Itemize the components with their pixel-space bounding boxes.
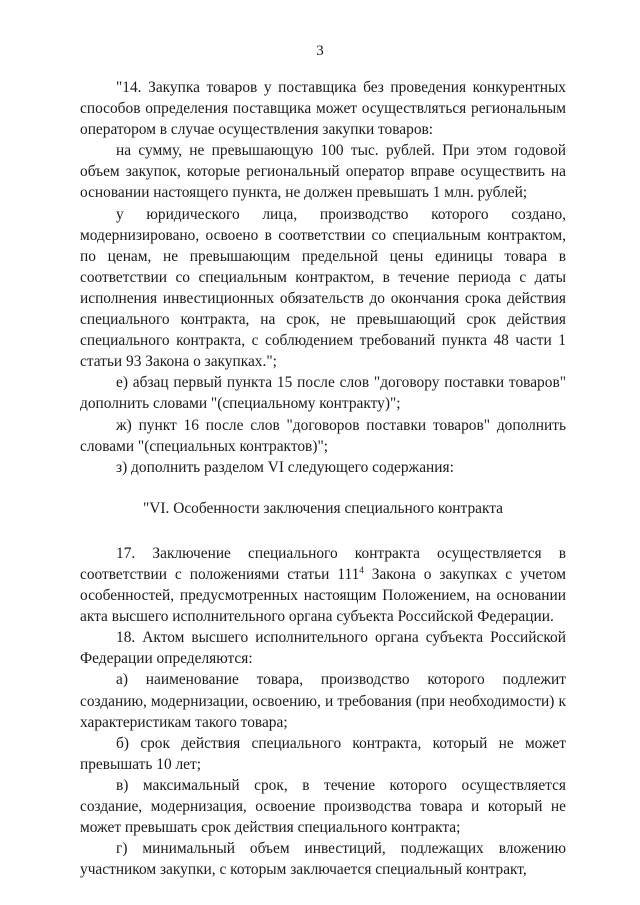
paragraph-zh: ж) пункт 16 после слов "договоров поставки товаров" дополнить словами "(специальных контрактов)"; [80,416,566,455]
paragraph-14-amount: на сумму, не превышающую 100 тыс. рублей. При этом годовой объем закупок, которые региональный оператор вправе осуществить на основании настоящего пункта, не должен превышать 1 млн. рублей; [80,142,566,202]
paragraph-18-a: а) наименование товара, производство которого подлежит созданию, модернизации, освоению, и требования (при необходимости) к характеристикам такого товара; [80,671,566,731]
paragraph-14-legal-entity: у юридического лица, производство которого создано, модернизировано, освоено в соответствии со специальным контрактом, по ценам, не превышающим предельной цены единицы товара в соответствии со специальным контрактом, в течение периода с даты исполнения инвестиционных обязательств до окончания срока действия специального контракта, на срок, не превышающий срок действия специального контракта, с соблюдением требований пункта 48 части 1 статьи 93 Закона о закупках."; [80,205,566,371]
paragraph-17 [80,543,566,627]
paragraph-18-g: г) минимальный объем инвестиций, подлежащих вложению участником закупки, с которым заключается специальный контракт, [80,840,566,879]
paragraph-e: е) абзац первый пункта 15 после слов "договору поставки товаров" дополнить словами "(специальному контракту)"; [80,374,566,413]
paragraph-18-v: в) максимальный срок, в течение которого осуществляется создание, модернизация, освоение производства товара и который не может превышать срок действия специального контракта; [80,776,566,837]
paragraph-17-end: Закона о закупках с учетом особенностей, предусмотренных настоящим Положением, на основании акта высшего исполнительного органа субъекта Российской Федерации. [80,565,566,626]
paragraph-18-b: б) срок действия специального контракта, который не может превышать 10 лет; [80,734,566,773]
section-heading: "VI. Особенности заключения специального контракта [143,499,503,517]
superscript-article-number: 4 [359,564,364,575]
paragraph-14-intro: "14. Закупка товаров у поставщика без проведения конкурентных способов определения поставщика может осуществляться региональным оператором в случае осуществления закупки товаров: [80,79,566,139]
page-number: 3 [316,43,324,59]
paragraph-17-start: 17. Заключение специального контракта осуществляется в соответствии с положениями статьи 111 [80,544,566,583]
document-body [80,77,566,880]
paragraph-z: з) дополнить разделом VI следующего содержания: [116,458,454,476]
paragraph-18: 18. Актом высшего исполнительного органа субъекта Российской Федерации определяются: [80,629,566,668]
